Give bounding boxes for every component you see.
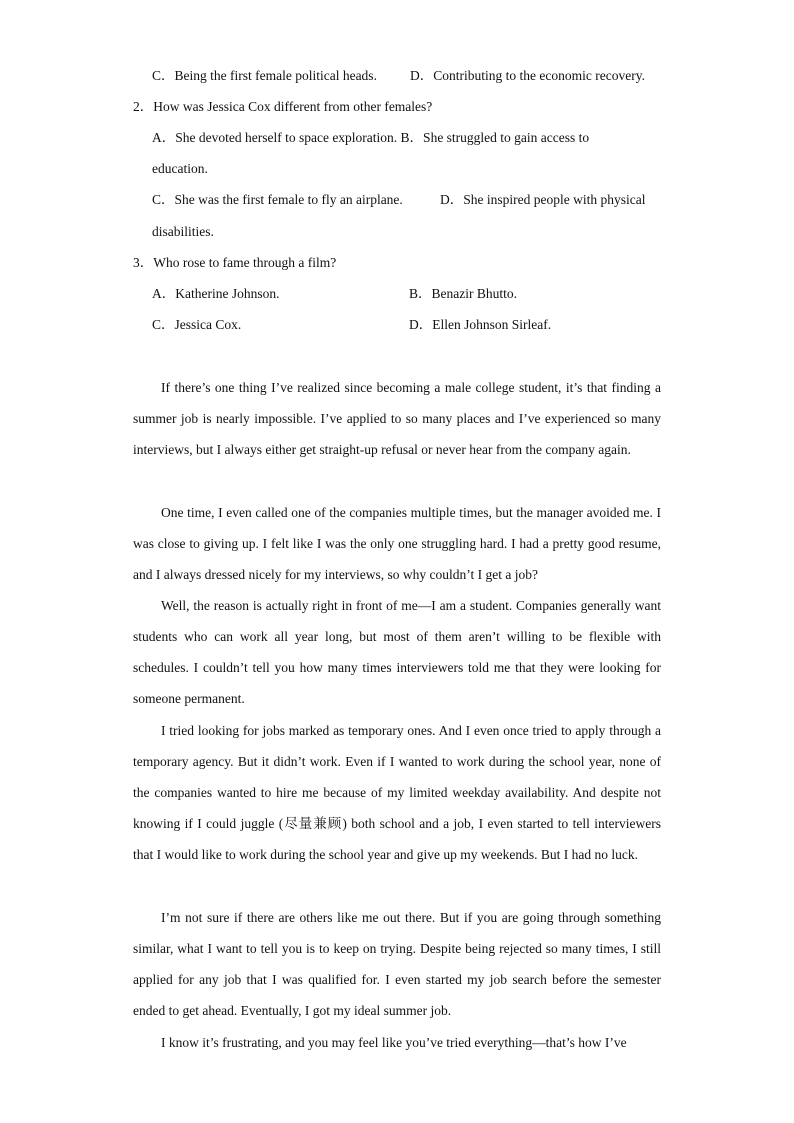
q3-option-b: B．Benazir Bhutto. (409, 286, 517, 301)
q3-option-c: C．Jessica Cox. (152, 317, 242, 332)
passage-paragraph-4: I tried looking for jobs marked as temporary ones. And I even once tried to apply through a temporary agency. But it didn’t work. Even if I wanted to work during the school year, none of the companies wanted to hire me because of my limited weekday availability. And despite not knowing if I could juggle (尽量兼顾) both school and a job, I even started to tell interviewers that I would like to work during the school year and give up my weekends. But I had no luck. (133, 723, 661, 863)
passage-paragraph-1: If there’s one thing I’ve realized since becoming a male college student, it’s that finding a summer job is nearly impossible. I’ve applied to so many places and I’ve experienced so many interviews, but I always either get straight-up refusal or never hear from the company again. (133, 380, 661, 458)
passage-paragraph-3: Well, the reason is actually right in front of me—I am a student. Companies generally want students who can work all year long, but most of them aren’t willing to be flexible with schedules. I couldn’t tell you how many times interviewers told me that they were looking for someone permanent. (133, 598, 661, 707)
q3-stem: 3．Who rose to fame through a film? (133, 255, 337, 270)
q1-option-d: D．Contributing to the economic recovery. (410, 68, 645, 83)
q2-option-c: C．She was the first female to fly an airplane. (152, 192, 403, 207)
q3-option-a: A．Katherine Johnson. (152, 286, 280, 301)
q2-option-d: D．She inspired people with physical (440, 192, 646, 207)
q2-options-a-b: A．She devoted herself to space exploration. B．She struggled to gain access to (152, 130, 590, 145)
q1-option-c: C．Being the first female political heads. (152, 68, 377, 83)
passage-paragraph-6: I know it’s frustrating, and you may feel like you’ve tried everything—that’s how I’ve (161, 1035, 627, 1050)
q2-stem: 2．How was Jessica Cox different from other females? (133, 99, 433, 114)
passage-paragraph-2: One time, I even called one of the companies multiple times, but the manager avoided me. I was close to giving up. I felt like I was the only one struggling hard. I had a pretty good resume, and I always dressed nicely for my interviews, so why couldn’t I get a job? (133, 505, 661, 583)
q2-option-b-continued: education. (152, 161, 208, 176)
q2-option-d-continued: disabilities. (152, 224, 214, 239)
passage-paragraph-5: I’m not sure if there are others like me out there. But if you are going through something similar, what I want to tell you is to keep on trying. Despite being rejected so many times, I still applied for any job that I was qualified for. I even started my job search before the semester ended to get ahead. Eventually, I got my ideal summer job. (133, 910, 661, 1019)
q3-option-d: D．Ellen Johnson Sirleaf. (409, 317, 552, 332)
